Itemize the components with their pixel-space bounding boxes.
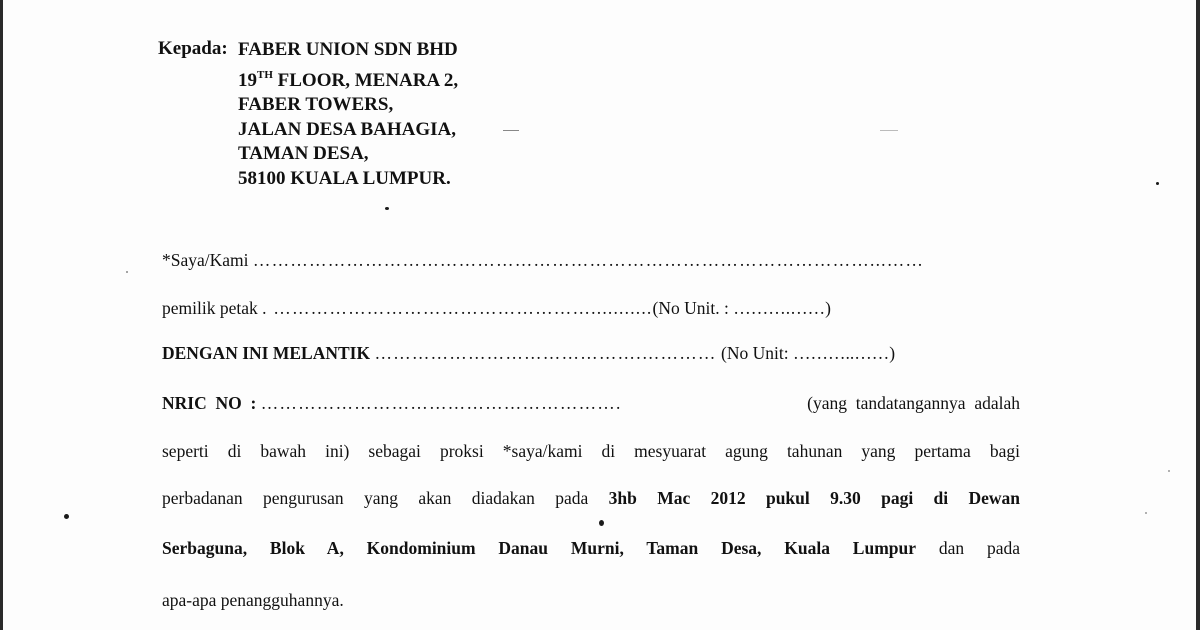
address-floor: 19TH FLOOR, MENARA 2, xyxy=(238,68,459,91)
address-company: FABER UNION SDN BHD xyxy=(238,39,458,60)
scan-speck xyxy=(599,520,604,526)
page-right-border xyxy=(1196,0,1200,630)
saya-kami-fill-line: ………………………………………………………………………………………...…… xyxy=(252,250,925,270)
paragraph-line-4: apa-apa penangguhannya. xyxy=(162,590,344,610)
nric-line xyxy=(162,393,1020,414)
meeting-date-time: 3hb Mac 2012 pukul 9.30 pagi di Dewan xyxy=(608,488,1020,508)
nric-tail-text: (yang tandatangannya adalah xyxy=(807,393,1020,413)
pemilik-petak-fill-line: . ……………………………………………........... xyxy=(262,298,653,318)
paragraph-line-1: seperti di bawah ini) sebagai proksi *saya/kami di mesyuarat agung tahunan yang pertama bagi xyxy=(162,441,1020,461)
pemilik-petak-line xyxy=(162,298,831,319)
recipient-address xyxy=(238,38,458,191)
nric-fill-line: …………………………………………………. xyxy=(260,393,622,413)
address-postcode-city: 58100 KUALA LUMPUR. xyxy=(238,167,451,189)
scan-speck xyxy=(385,207,389,210)
unit-number-field-2: (No Unit: ………..……) xyxy=(721,343,896,363)
meeting-venue: Serbaguna, Blok A, Kondominium Danau Murni, Taman Desa, Kuala Lumpur xyxy=(162,538,917,558)
scan-smudge xyxy=(503,130,519,131)
saya-kami-line xyxy=(162,250,924,271)
paragraph-line-3: Serbaguna, Blok A, Kondominium Danau Murni, Taman Desa, Kuala Lumpur dan pada xyxy=(162,538,1020,558)
scan-smudge xyxy=(880,130,898,131)
page-left-border xyxy=(0,0,3,630)
pemilik-petak-label: pemilik petak xyxy=(162,298,258,318)
scan-speck xyxy=(64,514,69,519)
scan-speck xyxy=(1168,470,1170,472)
melantik-line xyxy=(162,343,895,364)
address-building: FABER TOWERS, xyxy=(238,94,394,115)
nric-label: NRIC NO : xyxy=(162,393,257,413)
address-area: TAMAN DESA, xyxy=(238,143,369,164)
scan-speck xyxy=(1145,512,1147,514)
paragraph-line-2: perbadanan pengurusan yang akan diadakan pada 3hb Mac 2012 pukul 9.30 pagi di Dewan xyxy=(162,488,1020,508)
scan-speck xyxy=(126,271,128,273)
recipient-label: Kepada: xyxy=(158,38,228,59)
unit-number-field-1: (No Unit. : ……….……) xyxy=(652,298,831,318)
saya-kami-label: *Saya/Kami xyxy=(162,250,249,270)
address-street: JALAN DESA BAHAGIA, xyxy=(238,118,457,140)
melantik-label: DENGAN INI MELANTIK xyxy=(162,343,371,363)
melantik-fill-line: …………………………………….………… xyxy=(374,343,717,363)
scan-speck xyxy=(1156,182,1159,185)
